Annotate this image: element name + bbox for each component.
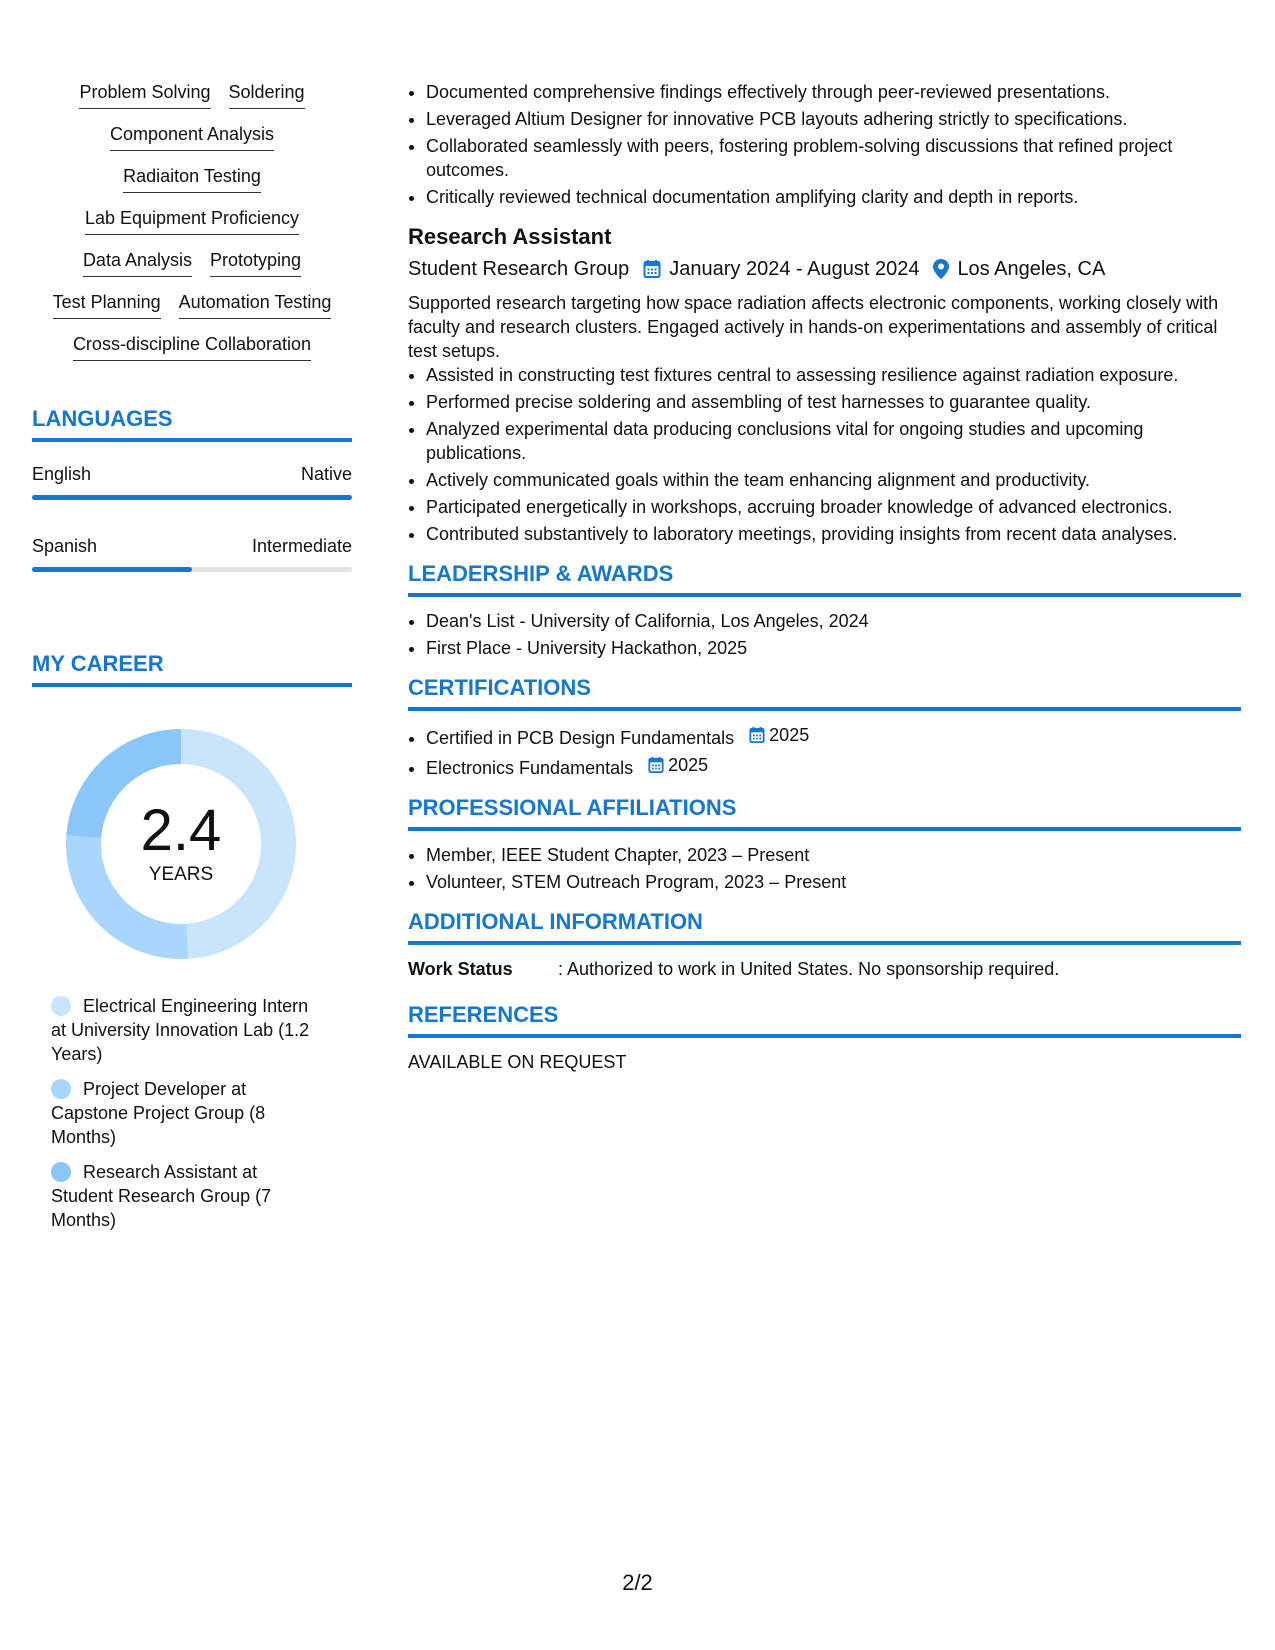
calendar-icon <box>648 756 664 774</box>
job-description: Supported research targeting how space radiation affects electronic components, working closely with faculty and research clusters. Engaged actively in hands-on experimentations and assembly of critical test setups. <box>408 293 1219 361</box>
legend-item <box>51 1160 322 1232</box>
language-name: English <box>32 464 92 484</box>
legend-dot <box>51 1079 71 1099</box>
language-bar <box>32 567 352 572</box>
career-section <box>32 650 352 1232</box>
legend-label: Electrical Engineering Intern at University Innovation Lab (1.2 Years) <box>51 996 310 1064</box>
leadership-list <box>408 609 1241 660</box>
bullet-item: • Critically reviewed technical documentation amplifying clarity and depth in reports. <box>426 185 1241 209</box>
references-heading: REFERENCES <box>408 1001 1241 1038</box>
language-level: Intermediate <box>251 536 352 556</box>
job-bullets <box>408 363 1241 546</box>
skill-tag: Cross-discipline Collaboration <box>73 332 311 361</box>
bullet-item: • Contributed substantively to laboratory meetings, providing insights from recent data analyses. <box>426 522 1241 546</box>
bullet-item: • Actively communicated goals within the team enhancing alignment and productivity. <box>426 468 1241 492</box>
skill-row <box>32 248 352 277</box>
calendar-icon <box>643 259 661 279</box>
bullet-item: • Participated energetically in workshops, accruing broader knowledge of advanced electronics. <box>426 495 1241 519</box>
work-status-row <box>408 957 1241 981</box>
certification-item <box>426 753 1241 780</box>
skill-tag: Data Analysis <box>83 248 192 277</box>
career-total-unit: YEARS <box>148 864 214 885</box>
job-title: Research Assistant <box>408 224 612 249</box>
page-number: 2/2 <box>622 1570 653 1595</box>
language-bar-fill <box>32 495 352 500</box>
language-name: Spanish <box>32 536 98 556</box>
certification-name: Electronics Fundamentals <box>426 758 634 778</box>
leadership-heading: LEADERSHIP & AWARDS <box>408 560 1241 597</box>
bullet-item: • Documented comprehensive findings effectively through peer-reviewed presentations. <box>426 80 1241 104</box>
bullet-item: • Dean's List - University of California, Los Angeles, 2024 <box>426 609 1241 633</box>
skill-row <box>32 290 352 319</box>
skill-row <box>32 164 352 193</box>
certification-item <box>426 723 1241 750</box>
map-pin-icon <box>933 259 949 279</box>
career-legend <box>32 994 322 1232</box>
references-text: AVAILABLE ON REQUEST <box>408 1052 627 1072</box>
skill-tag: Component Analysis <box>110 122 274 151</box>
legend-item <box>51 1077 322 1149</box>
skill-tag: Automation Testing <box>179 290 332 319</box>
language-bar-fill <box>32 567 192 572</box>
skill-tag: Test Planning <box>53 290 161 319</box>
languages-heading: LANGUAGES <box>32 405 352 442</box>
skill-tag: Problem Solving <box>79 80 210 109</box>
skills-section <box>32 80 352 361</box>
legend-item <box>51 994 322 1066</box>
language-item <box>32 462 352 500</box>
language-bar <box>32 495 352 500</box>
bullet-item: • First Place - University Hackathon, 2025 <box>426 636 1241 660</box>
skill-row <box>32 206 352 235</box>
certification-name: Certified in PCB Design Fundamentals <box>426 728 735 748</box>
bullet-item: • Collaborated seamlessly with peers, fostering problem-solving discussions that refined project outcomes. <box>426 134 1241 182</box>
job-company: Student Research Group <box>408 258 630 280</box>
languages-section <box>32 405 352 572</box>
legend-label: Project Developer at Capstone Project Group (8 Months) <box>51 1079 266 1147</box>
skill-row <box>32 80 352 109</box>
certifications-list <box>408 723 1241 780</box>
legend-dot <box>51 996 71 1016</box>
language-level: Native <box>300 464 352 484</box>
bullet-item: • Volunteer, STEM Outreach Program, 2023 – Present <box>426 870 1241 894</box>
bullet-item: • Performed precise soldering and assembling of test harnesses to guarantee quality. <box>426 390 1241 414</box>
sidebar <box>32 80 352 1243</box>
job-meta <box>408 255 1241 283</box>
affiliations-heading: PROFESSIONAL AFFILIATIONS <box>408 794 1241 831</box>
skill-tag: Radiaiton Testing <box>123 164 261 193</box>
affiliations-list <box>408 843 1241 894</box>
certification-date: 2025 <box>668 755 709 775</box>
job-dates: January 2024 - August 2024 <box>669 258 920 280</box>
certifications-heading: CERTIFICATIONS <box>408 674 1241 711</box>
career-heading: MY CAREER <box>32 650 352 687</box>
work-status-value: : Authorized to work in United States. No sponsorship required. <box>558 959 1060 979</box>
skill-tag: Prototyping <box>210 248 301 277</box>
legend-label: Research Assistant at Student Research Group (7 Months) <box>51 1162 272 1230</box>
career-total-value: 2.4 <box>140 798 222 863</box>
calendar-icon <box>749 726 765 744</box>
legend-dot <box>51 1162 71 1182</box>
main-column <box>408 80 1241 1074</box>
skill-row <box>32 332 352 361</box>
donut-center <box>66 729 296 959</box>
skill-tag: Lab Equipment Proficiency <box>85 206 299 235</box>
certification-date: 2025 <box>769 725 810 745</box>
bullet-item: • Analyzed experimental data producing conclusions vital for ongoing studies and upcoming publications. <box>426 417 1241 465</box>
job-location: Los Angeles, CA <box>957 258 1106 280</box>
bullet-item: • Member, IEEE Student Chapter, 2023 – Present <box>426 843 1241 867</box>
work-status-label: Work Status <box>408 959 513 979</box>
skill-row <box>32 122 352 151</box>
experience-bullets <box>408 80 1241 209</box>
skill-tag: Soldering <box>229 80 305 109</box>
bullet-item: • Assisted in constructing test fixtures central to assessing resilience against radiation exposure. <box>426 363 1241 387</box>
additional-info-heading: ADDITIONAL INFORMATION <box>408 908 1241 945</box>
bullet-item: • Leveraged Altium Designer for innovative PCB layouts adhering strictly to specifications. <box>426 107 1241 131</box>
career-donut-chart <box>66 729 296 959</box>
language-item <box>32 534 352 572</box>
